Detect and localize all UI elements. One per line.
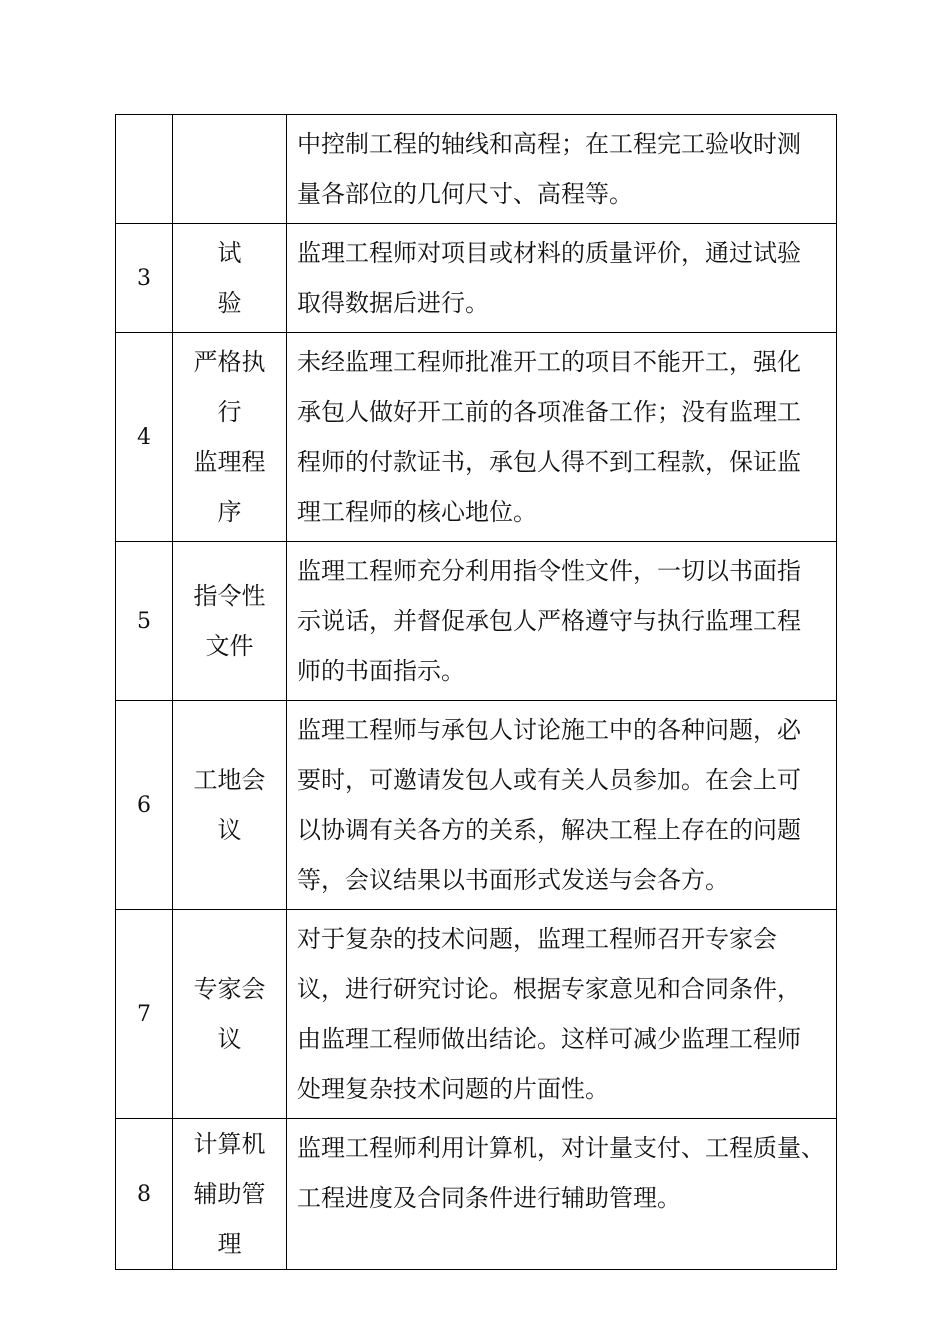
description-line: 承包人做好开工前的各项准备工作；没有监理工 <box>297 398 801 426</box>
row-number: 7 <box>116 910 173 1119</box>
table-row <box>116 542 837 701</box>
supervision-methods-table <box>115 114 837 1270</box>
method-description-cell <box>287 115 837 224</box>
method-name-line: 监理程 <box>193 448 266 476</box>
row-number: 4 <box>116 333 173 542</box>
description-line: 程师的付款证书，承包人得不到工程款，保证监 <box>297 448 801 476</box>
method-description-cell <box>287 333 837 542</box>
method-name-line: 序 <box>217 498 242 526</box>
table-row <box>116 910 837 1119</box>
table-row <box>116 333 837 542</box>
method-name-line: 辅助管 <box>193 1180 266 1208</box>
description-line: 示说话，并督促承包人严格遵守与执行监理工程 <box>297 607 801 635</box>
description-line: 要时，可邀请发包人或有关人员参加。在会上可 <box>297 766 801 794</box>
row-number: 8 <box>116 1119 173 1270</box>
description-line: 中控制工程的轴线和高程；在工程完工验收时测 <box>297 130 801 158</box>
row-number: 3 <box>116 224 173 333</box>
description-line: 监理工程师利用计算机，对计量支付、工程质量、 <box>297 1134 825 1162</box>
method-name-line: 试 <box>217 239 242 267</box>
description-line: 理工程师的核心地位。 <box>297 498 537 526</box>
method-name-cell <box>173 224 287 333</box>
method-name-cell <box>173 910 287 1119</box>
method-name-line: 文件 <box>205 632 254 660</box>
method-name-cell <box>173 542 287 701</box>
row-number: 6 <box>116 701 173 910</box>
method-name-line: 工地会 <box>193 766 266 794</box>
description-line: 监理工程师充分利用指令性文件，一切以书面指 <box>297 557 801 585</box>
method-name-line: 理 <box>217 1230 242 1258</box>
description-line: 处理复杂技术问题的片面性。 <box>297 1075 609 1103</box>
description-line: 以协调有关各方的关系，解决工程上存在的问题 <box>297 816 801 844</box>
table-row <box>116 701 837 910</box>
method-name-line: 行 <box>217 398 242 426</box>
method-name-cell <box>173 1119 287 1270</box>
method-name-line: 严格执 <box>193 348 266 376</box>
method-name-line: 议 <box>217 816 242 844</box>
table-row <box>116 1119 837 1270</box>
table-row <box>116 224 837 333</box>
row-number: 5 <box>116 542 173 701</box>
description-line: 量各部位的几何尺寸、高程等。 <box>297 180 633 208</box>
description-line: 监理工程师对项目或材料的质量评价，通过试验 <box>297 239 801 267</box>
method-name-line: 计算机 <box>193 1130 266 1158</box>
method-name-line: 指令性 <box>193 582 266 610</box>
table-row <box>116 115 837 224</box>
method-description-cell <box>287 542 837 701</box>
method-description-cell <box>287 224 837 333</box>
description-line: 由监理工程师做出结论。这样可减少监理工程师 <box>297 1025 801 1053</box>
row-number <box>116 115 173 224</box>
table-body <box>116 115 837 1270</box>
description-line: 等，会议结果以书面形式发送与会各方。 <box>297 866 729 894</box>
method-name-cell <box>173 701 287 910</box>
description-line: 监理工程师与承包人讨论施工中的各种问题，必 <box>297 716 801 744</box>
method-name-cell <box>173 333 287 542</box>
description-line: 议，进行研究讨论。根据专家意见和合同条件， <box>297 975 801 1003</box>
method-name-cell <box>173 115 287 224</box>
description-line: 取得数据后进行。 <box>297 289 489 317</box>
description-line: 师的书面指示。 <box>297 657 465 685</box>
description-line: 对于复杂的技术问题，监理工程师召开专家会 <box>297 925 777 953</box>
method-name-line: 议 <box>217 1025 242 1053</box>
description-line: 工程进度及合同条件进行辅助管理。 <box>297 1184 681 1212</box>
description-line: 未经监理工程师批准开工的项目不能开工，强化 <box>297 348 801 376</box>
method-description-cell <box>287 701 837 910</box>
method-name-line: 验 <box>217 289 242 317</box>
method-description-cell <box>287 910 837 1119</box>
method-description-cell <box>287 1119 837 1270</box>
method-name-line: 专家会 <box>193 975 266 1003</box>
